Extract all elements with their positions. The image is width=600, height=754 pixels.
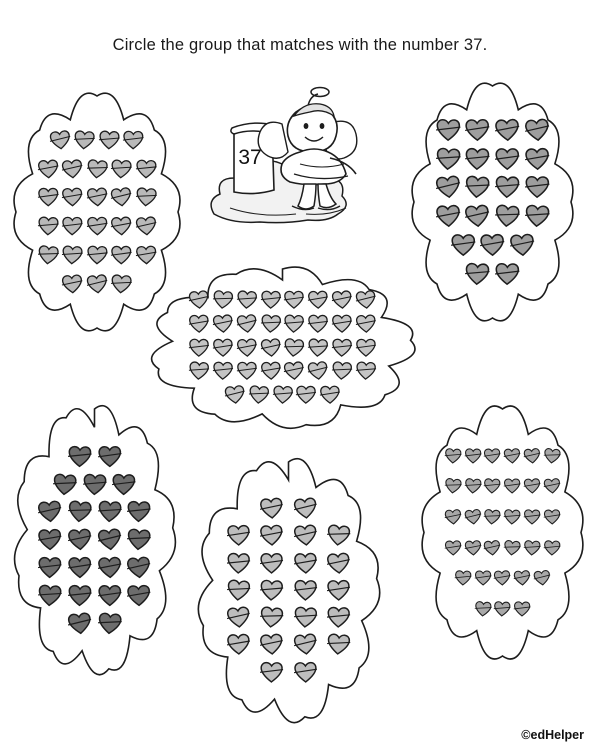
heart-group-bottom-middle[interactable] xyxy=(196,458,381,723)
heart-group-bottom-right[interactable] xyxy=(420,405,585,660)
heart-group-middle[interactable] xyxy=(150,265,415,430)
copyright-footer: ©edHelper xyxy=(521,728,584,742)
angel-clipart xyxy=(196,82,381,252)
page-title: Circle the group that matches with the number 37. xyxy=(112,36,488,54)
sign-number: 37 xyxy=(238,146,262,169)
heart-group-top-right[interactable] xyxy=(410,82,575,322)
heart-group-bottom-left[interactable] xyxy=(12,405,177,675)
